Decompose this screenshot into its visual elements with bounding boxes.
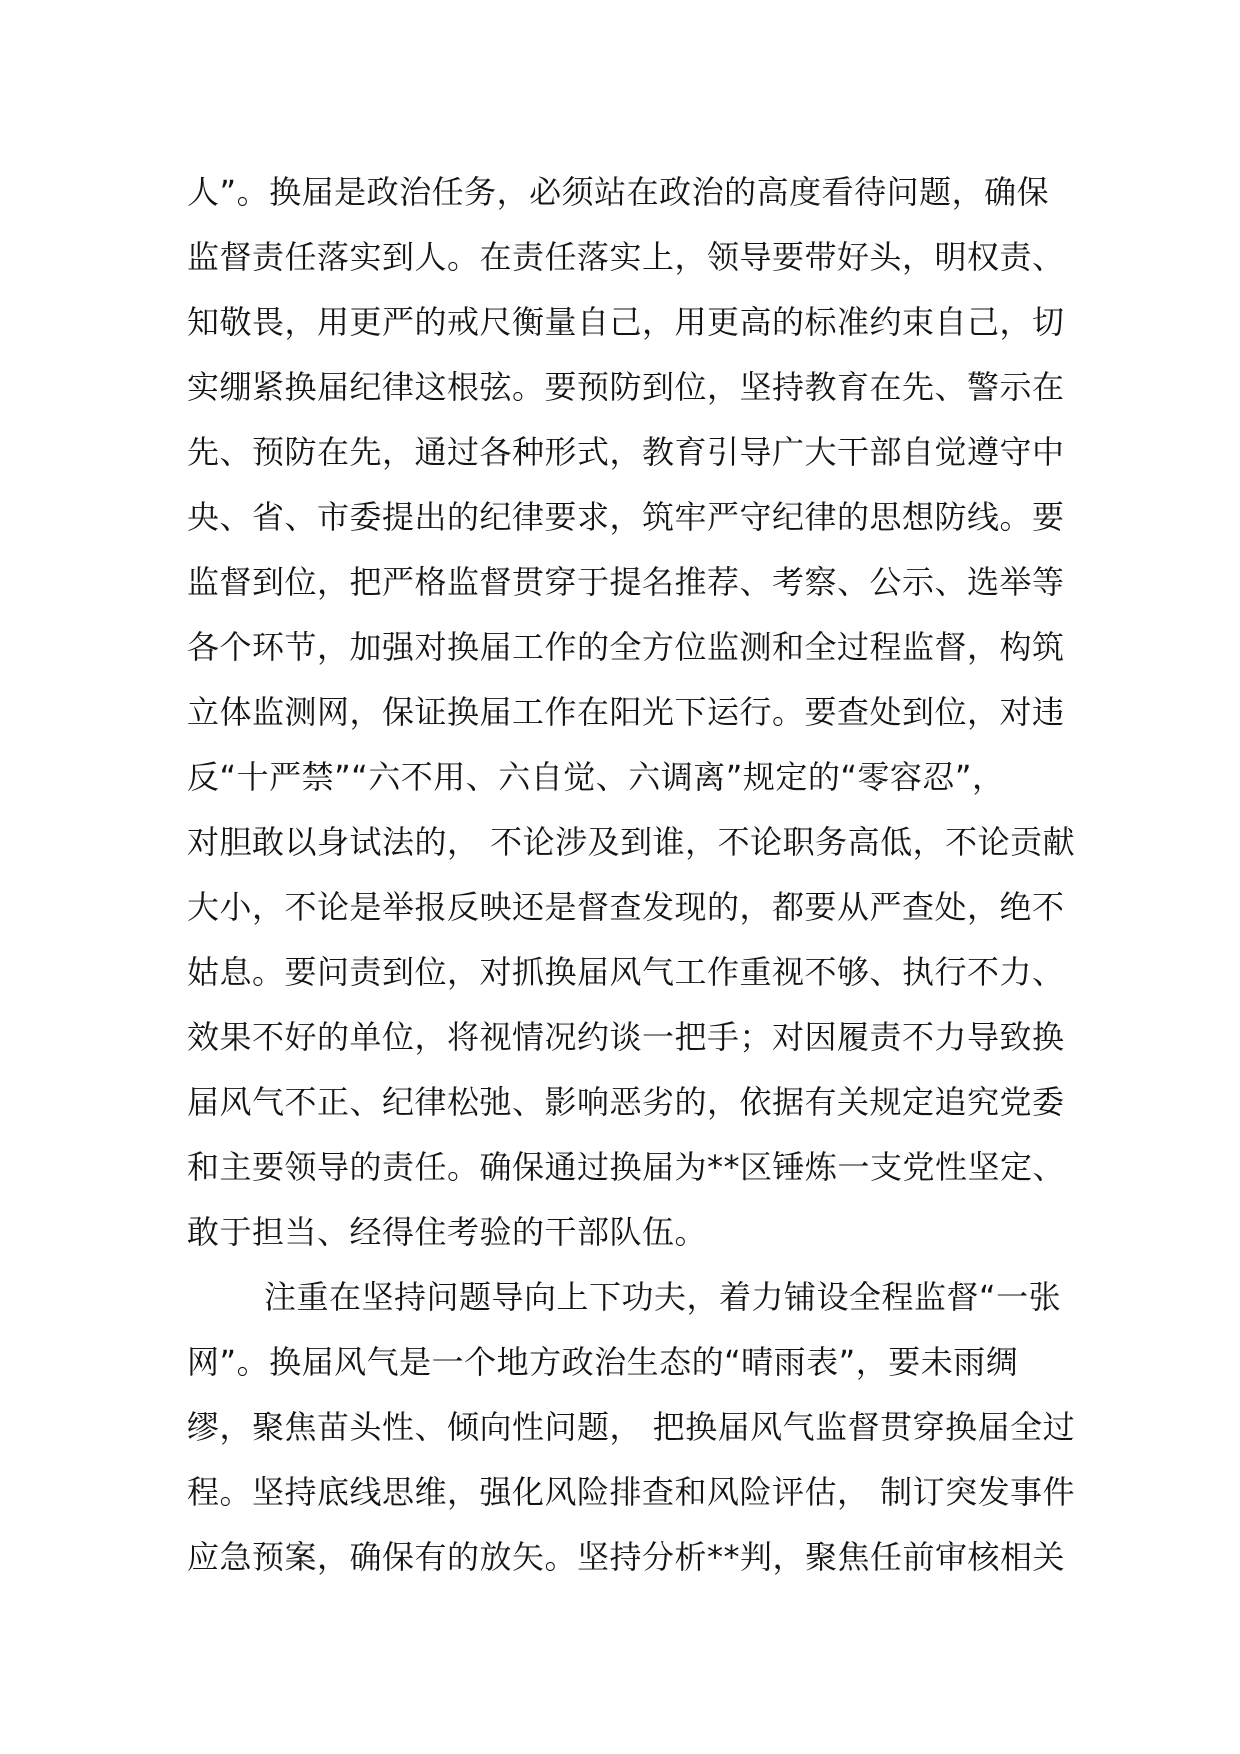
text-line: 反“十严禁”“六不用、六自觉、六调离”规定的“零容忍”，	[187, 758, 1005, 796]
text-line: 姑息。要问责到位，对抓换届风气工作重视不够、执行不力、	[187, 953, 1065, 991]
text-line: 应急预案，确保有的放矢。坚持分析**判，聚焦任前审核相关	[187, 1538, 1066, 1576]
text-line: 缪，聚焦苗头性、倾向性问题， 把换届风气监督贯穿换届全过	[187, 1408, 1076, 1446]
text-line: 效果不好的单位，将视情况约谈一把手；对因履责不力导致换	[187, 1018, 1065, 1056]
text-line: 大小，不论是举报反映还是督查发现的，都要从严查处，绝不	[187, 888, 1065, 926]
text-line: 央、省、市委提出的纪律要求，筑牢严守纪律的思想防线。要	[187, 498, 1065, 536]
text-line: 人”。换届是政治任务，必须站在政治的高度看待问题，确保	[187, 173, 1050, 211]
text-line: 监督到位，把严格监督贯穿于提名推荐、考察、公示、选举等	[187, 563, 1065, 601]
text-line: 程。坚持底线思维，强化风险排查和风险评估， 制订突发事件	[187, 1473, 1076, 1511]
body-text	[187, 166, 1076, 1596]
text-line: 立体监测网，保证换届工作在阳光下运行。要查处到位，对违	[187, 693, 1065, 731]
text-line: 网”。换届风气是一个地方政治生态的“晴雨表”，要未雨绸	[187, 1343, 1019, 1381]
text-line: 各个环节，加强对换届工作的全方位监测和全过程监督，构筑	[187, 628, 1065, 666]
text-line: 届风气不正、纪律松弛、影响恶劣的，依据有关规定追究党委	[187, 1083, 1065, 1121]
text-line: 敢于担当、经得住考验的干部队伍。	[187, 1213, 708, 1251]
text-line: 监督责任落实到人。在责任落实上，领导要带好头，明权责、	[187, 238, 1065, 276]
text-line: 注重在坚持问题导向上下功夫，着力铺设全程监督“一张	[264, 1278, 1062, 1316]
text-line: 先、预防在先，通过各种形式，教育引导广大干部自觉遵守中	[187, 433, 1065, 471]
paragraph-1	[187, 166, 1076, 1271]
text-line: 实绷紧换届纪律这根弦。要预防到位，坚持教育在先、警示在	[187, 368, 1065, 406]
text-line: 对胆敢以身试法的， 不论涉及到谁，不论职务高低，不论贡献	[187, 823, 1076, 861]
paragraph-2	[187, 1271, 1076, 1596]
text-line: 和主要领导的责任。确保通过换届为**区锤炼一支党性坚定、	[187, 1148, 1066, 1186]
text-line: 知敬畏，用更严的戒尺衡量自己，用更高的标准约束自己，切	[187, 303, 1065, 341]
